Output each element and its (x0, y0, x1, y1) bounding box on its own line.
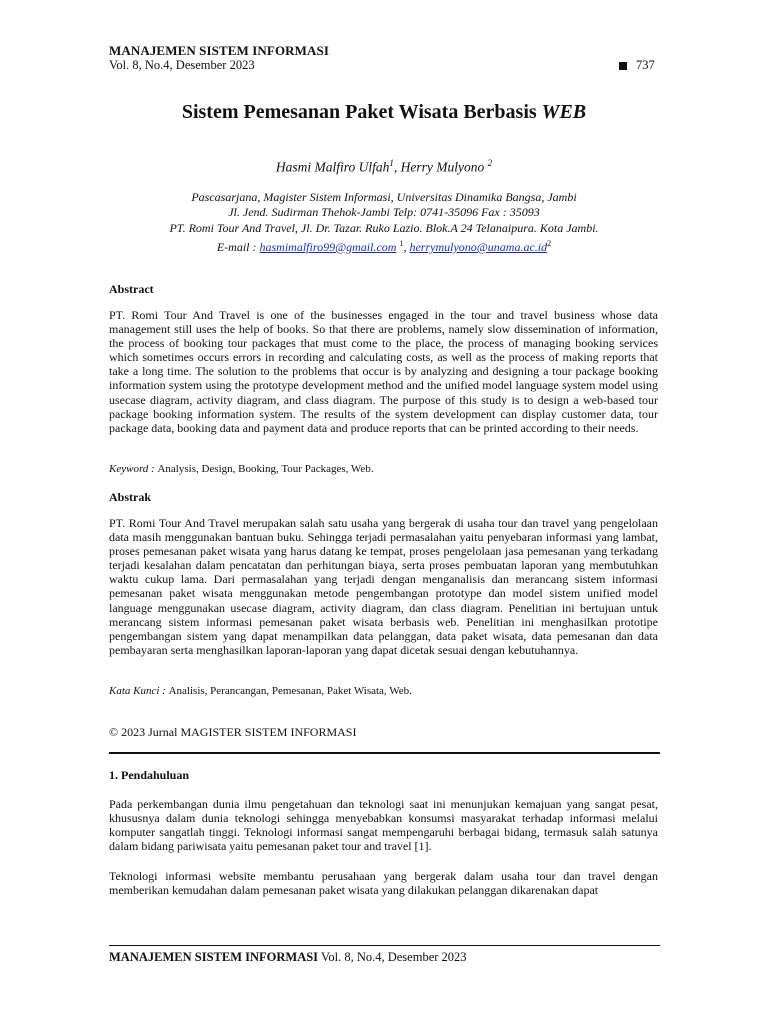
author-separator: , (393, 159, 401, 175)
section-1-paragraph-1: Pada perkembangan dunia ilmu pengetahuan dan teknologi saat ini menunjukan kemajuan yang sangat pesat, khususnya dalam dunia teknologi sehingga menyebabkan konsumsi masyarakat terhadap informasi melalui komputer sangatlah tinggi. Teknologi informasi sangat mempengaruhi berbagai bidang, termasuk salah satunya dalam bidang pariwisata yaitu pemesanan paket tour and travel [1]. (109, 797, 658, 854)
section-1-paragraph-2: Teknologi informasi website membantu perusahaan yang bergerak dalam usaha tour dan travel dengan memberikan kemudahan dalam pemesanan paket wisata yang dilakukan pelanggan dikarenakan dapat (109, 869, 658, 898)
footer-journal: MANAJEMEN SISTEM INFORMASI (109, 950, 319, 964)
author-line (0, 158, 768, 176)
running-header-journal: MANAJEMEN SISTEM INFORMASI (109, 43, 330, 58)
paper-title-italic: WEB (541, 101, 587, 123)
abstrak-body: PT. Romi Tour And Travel merupakan salah satu usaha yang bergerak di usaha tour dan travel yang pengelolaan data masih menggunakan bantuan buku. Sehingga terjadi permasalahan yaitu penyebaran informasi yang lambat, proses pemesanan paket wisata yang harus datang ke tempat, proses pengelolaan jasa pemesanan yang terkadang terjadi kesalahan dalam pencatatan dan perhitungan biaya, serta proses pembuatan laporan yang membutuhkan waktu cukup lama. Dari permasalahan yang terjadi dengan menganalisis dan merancang sistem informasi pemesanan paket wisata menggunakan metode pengembangan prototype dan model sistem unified model language menggunakan usecase diagram, activity diagram, dan class diagram. Penelitian ini bertujuan untuk merancang sistem informasi pemesanan paket wisata berbasis web. Penelitian ini menghasilkan prototipe pengembangan sistem yang dapat menampilkan data pelanggan, data paket wisata, data pemesanan dan data pembayaran serta menghasilkan laporan-laporan yang dapat dicetak sesuai dengan kebutuhannya. (109, 516, 658, 657)
affiliation-block (0, 190, 768, 255)
footer-divider (109, 945, 660, 946)
email-separator: , (403, 239, 410, 254)
author-1-sup: 1 (389, 158, 394, 168)
kata-kunci-label: Kata Kunci : (109, 685, 169, 697)
email-line (0, 236, 768, 255)
email-2-sup: 2 (547, 238, 552, 248)
abstrak-heading: Abstrak (109, 490, 152, 504)
abstract-body: PT. Romi Tour And Travel is one of the businesses engaged in the tour and travel business whose data management still uses the help of books. So that there are problems, namely slow dissemination of information, the process of booking tour packages that must come to the place, the process of managing booking services which sometimes occurs errors in recording and calculating costs, as well as the process of making reports that take a long time. The solution to the problems that occur is by analyzing and designing a tour package booking information system using the prototype development method and the unified model language system model using usecase diagram, activity diagram, and class diagram. The purpose of this study is to design a web-based tour package booking information system. The results of the system development can display customer data, tour package data, booking data and payment data and produce reports that can be printed according to their needs. (109, 308, 658, 435)
kata-kunci-line (109, 685, 412, 697)
author-2: Herry Mulyono (400, 159, 485, 175)
paper-title-main: Sistem Pemesanan Paket Wisata Berbasis (181, 101, 537, 123)
page-number-group (619, 58, 655, 73)
square-bullet-icon (619, 62, 627, 70)
email-1-sup: 1 (399, 238, 404, 248)
abstract-heading: Abstract (109, 282, 154, 296)
keywords-line (109, 463, 374, 475)
running-footer (109, 950, 467, 965)
email-link-1: hasmimalfiro99@gmail.com (259, 239, 397, 254)
section-divider (109, 752, 660, 754)
footer-volume: Vol. 8, No.4, Desember 2023 (318, 950, 467, 964)
keyword-values: Analysis, Design, Booking, Tour Packages, Web. (157, 463, 374, 475)
section-1-heading: 1. Pendahuluan (109, 768, 190, 782)
keyword-label: Keyword : (109, 463, 158, 475)
page-number: 737 (636, 58, 655, 72)
affiliation-line-3: PT. Romi Tour And Travel, Jl. Dr. Tazar. Ruko Lazio. Blok.A 24 Telanaipura. Kota Jambi. (169, 220, 599, 235)
paper-title (0, 101, 768, 124)
email-link-2: herrymulyono@unama.ac.id (409, 239, 548, 254)
running-header-volume: Vol. 8, No.4, Desember 2023 (109, 58, 255, 72)
email-label: E-mail : (216, 239, 260, 254)
copyright-notice: © 2023 Jurnal MAGISTER SISTEM INFORMASI (109, 725, 357, 739)
affiliation-line-2: Jl. Jend. Sudirman Thehok-Jambi Telp: 0741-35096 Fax : 35093 (228, 205, 540, 220)
author-2-sup: 2 (487, 158, 493, 168)
kata-kunci-values: Analisis, Perancangan, Pemesanan, Paket Wisata, Web. (168, 685, 412, 697)
affiliation-line-1: Pascasarjana, Magister Sistem Informasi, Universitas Dinamika Bangsa, Jambi (191, 190, 577, 204)
author-1: Hasmi Malfiro Ulfah (275, 159, 390, 175)
